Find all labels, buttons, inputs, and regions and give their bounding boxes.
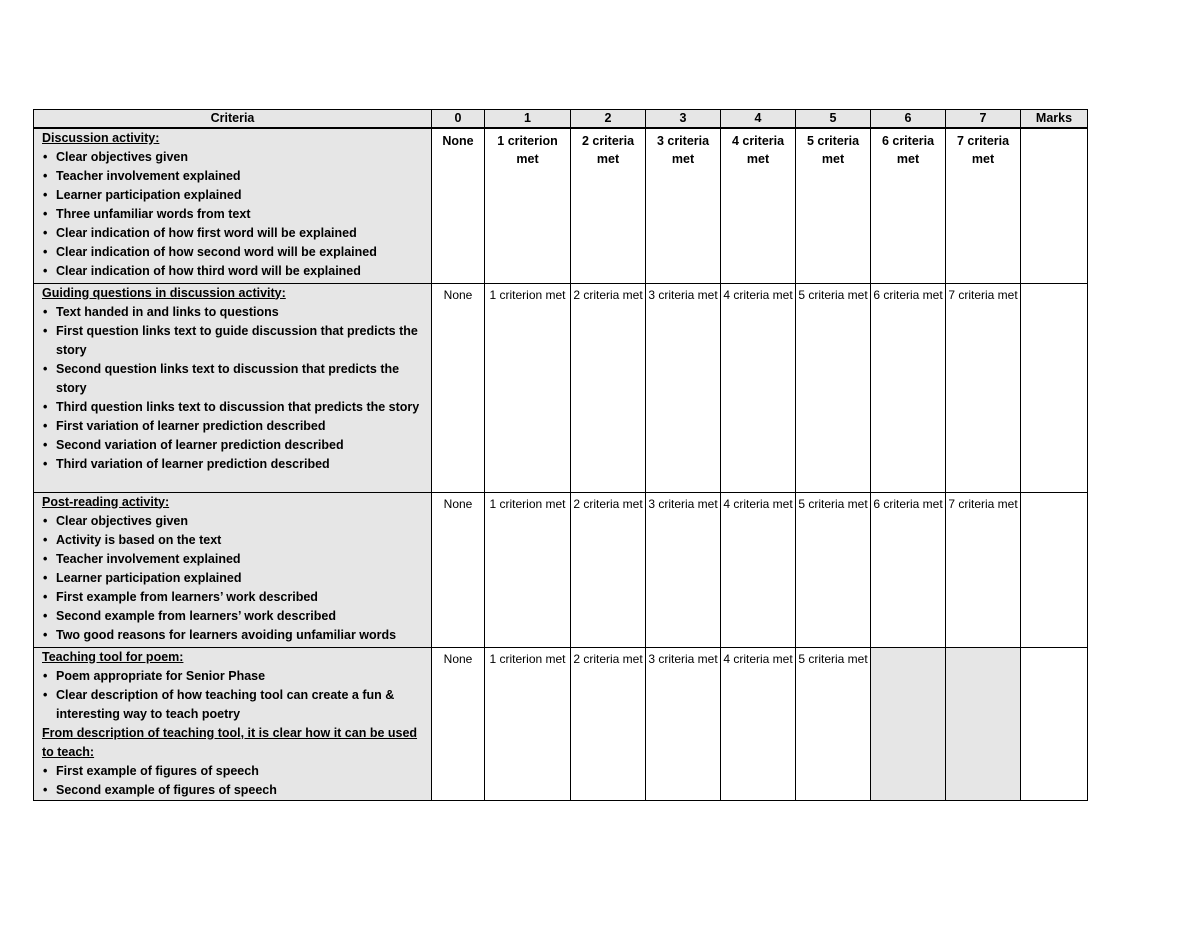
criteria-item: • Second example from learners’ work described	[42, 607, 425, 626]
level-cell-7-shaded	[946, 647, 1021, 800]
criteria-list	[42, 148, 425, 281]
criteria-item: • Three unfamiliar words from text	[42, 205, 425, 224]
criteria-item: • Clear objectives given	[42, 512, 425, 531]
level-cell-7: 7 criteria met	[946, 283, 1021, 492]
level-cell-4: 4 criteria met	[721, 283, 796, 492]
marks-cell[interactable]	[1021, 492, 1088, 647]
level-header-4: 4	[721, 110, 796, 129]
criteria-list-2	[42, 762, 425, 800]
row-title: Post-reading activity:	[42, 494, 170, 509]
criteria-cell	[34, 128, 432, 283]
level-cell-3: 3 criteria met	[646, 492, 721, 647]
criteria-item: • Second question links text to discussion that predicts the story	[42, 360, 425, 398]
criteria-item: • Learner participation explained	[42, 186, 425, 205]
criteria-item: • Third variation of learner prediction described	[42, 455, 425, 474]
criteria-item: • Clear objectives given	[42, 148, 425, 167]
level-cell-5: 5 criteria met	[796, 647, 871, 800]
criteria-cell	[34, 283, 432, 492]
criteria-item: • Activity is based on the text	[42, 531, 425, 550]
rubric-row-guiding-questions	[34, 283, 1088, 492]
header-row	[34, 110, 1088, 129]
criteria-item: • Teacher involvement explained	[42, 167, 425, 186]
level-cell-7: 7 criteria met	[946, 492, 1021, 647]
criteria-item: • Second example of figures of speech	[42, 781, 425, 800]
marks-header: Marks	[1021, 110, 1088, 129]
criteria-cell	[34, 647, 432, 800]
level-cell-1: 1 criterion met	[485, 283, 571, 492]
marks-cell[interactable]	[1021, 283, 1088, 492]
level-cell-2: 2 criteria met	[571, 647, 646, 800]
level-cell-5: 5 criteria met	[796, 283, 871, 492]
row-title: Discussion activity:	[42, 131, 160, 145]
rubric-row-post-reading	[34, 492, 1088, 647]
criteria-header: Criteria	[34, 110, 432, 129]
row-title: Teaching tool for poem:	[42, 649, 184, 664]
criteria-item: • Clear indication of how third word will be explained	[42, 262, 425, 281]
criteria-item: • First example from learners’ work described	[42, 588, 425, 607]
level-cell-3: 3 criteria met	[646, 647, 721, 800]
level-cell-2: 2 criteria met	[571, 128, 646, 283]
criteria-item: • First example of figures of speech	[42, 762, 425, 781]
criteria-item: • Clear description of how teaching tool can create a fun & interesting way to teach poetry	[42, 686, 425, 724]
level-header-5: 5	[796, 110, 871, 129]
level-cell-5: 5 criteria met	[796, 128, 871, 283]
marks-cell[interactable]	[1021, 647, 1088, 800]
criteria-item: • Second variation of learner prediction described	[42, 436, 425, 455]
level-cell-6: 6 criteria met	[871, 128, 946, 283]
level-cell-6: 6 criteria met	[871, 492, 946, 647]
row-title: Guiding questions in discussion activity:	[42, 285, 286, 300]
level-cell-1: 1 criterion met	[485, 128, 571, 283]
level-cell-4: 4 criteria met	[721, 128, 796, 283]
criteria-item: • Clear indication of how second word will be explained	[42, 243, 425, 262]
level-cell-5: 5 criteria met	[796, 492, 871, 647]
criteria-item: • Text handed in and links to questions	[42, 303, 425, 322]
level-cell-0: None	[432, 647, 485, 800]
criteria-item: • First question links text to guide discussion that predicts the story	[42, 322, 425, 360]
criteria-item: • Two good reasons for learners avoiding unfamiliar words	[42, 626, 425, 645]
level-cell-2: 2 criteria met	[571, 492, 646, 647]
criteria-note: From description of teaching tool, it is clear how it can be used to teach:	[42, 725, 418, 759]
level-header-7: 7	[946, 110, 1021, 129]
criteria-list	[42, 512, 425, 645]
level-header-0: 0	[432, 110, 485, 129]
criteria-item: • Poem appropriate for Senior Phase	[42, 667, 425, 686]
level-cell-4: 4 criteria met	[721, 492, 796, 647]
rubric-row-teaching-tool	[34, 647, 1088, 800]
level-header-6: 6	[871, 110, 946, 129]
criteria-item: • Learner participation explained	[42, 569, 425, 588]
marks-cell[interactable]	[1021, 128, 1088, 283]
level-cell-3: 3 criteria met	[646, 128, 721, 283]
level-header-2: 2	[571, 110, 646, 129]
level-cell-6-shaded	[871, 647, 946, 800]
level-cell-2: 2 criteria met	[571, 283, 646, 492]
level-cell-0: None	[432, 492, 485, 647]
level-cell-3: 3 criteria met	[646, 283, 721, 492]
rubric-row-discussion-activity	[34, 128, 1088, 283]
criteria-item: • Teacher involvement explained	[42, 550, 425, 569]
level-cell-0: None	[432, 283, 485, 492]
criteria-item: • Third question links text to discussion that predicts the story	[42, 398, 425, 417]
level-cell-6: 6 criteria met	[871, 283, 946, 492]
level-cell-7: 7 criteria met	[946, 128, 1021, 283]
rubric-table	[33, 109, 1088, 801]
criteria-item: • First variation of learner prediction described	[42, 417, 425, 436]
level-header-1: 1	[485, 110, 571, 129]
level-header-3: 3	[646, 110, 721, 129]
level-cell-1: 1 criterion met	[485, 647, 571, 800]
level-cell-4: 4 criteria met	[721, 647, 796, 800]
criteria-list	[42, 667, 425, 724]
level-cell-1: 1 criterion met	[485, 492, 571, 647]
level-cell-0: None	[432, 128, 485, 283]
criteria-item: • Clear indication of how first word will be explained	[42, 224, 425, 243]
criteria-list	[42, 303, 425, 474]
criteria-cell	[34, 492, 432, 647]
